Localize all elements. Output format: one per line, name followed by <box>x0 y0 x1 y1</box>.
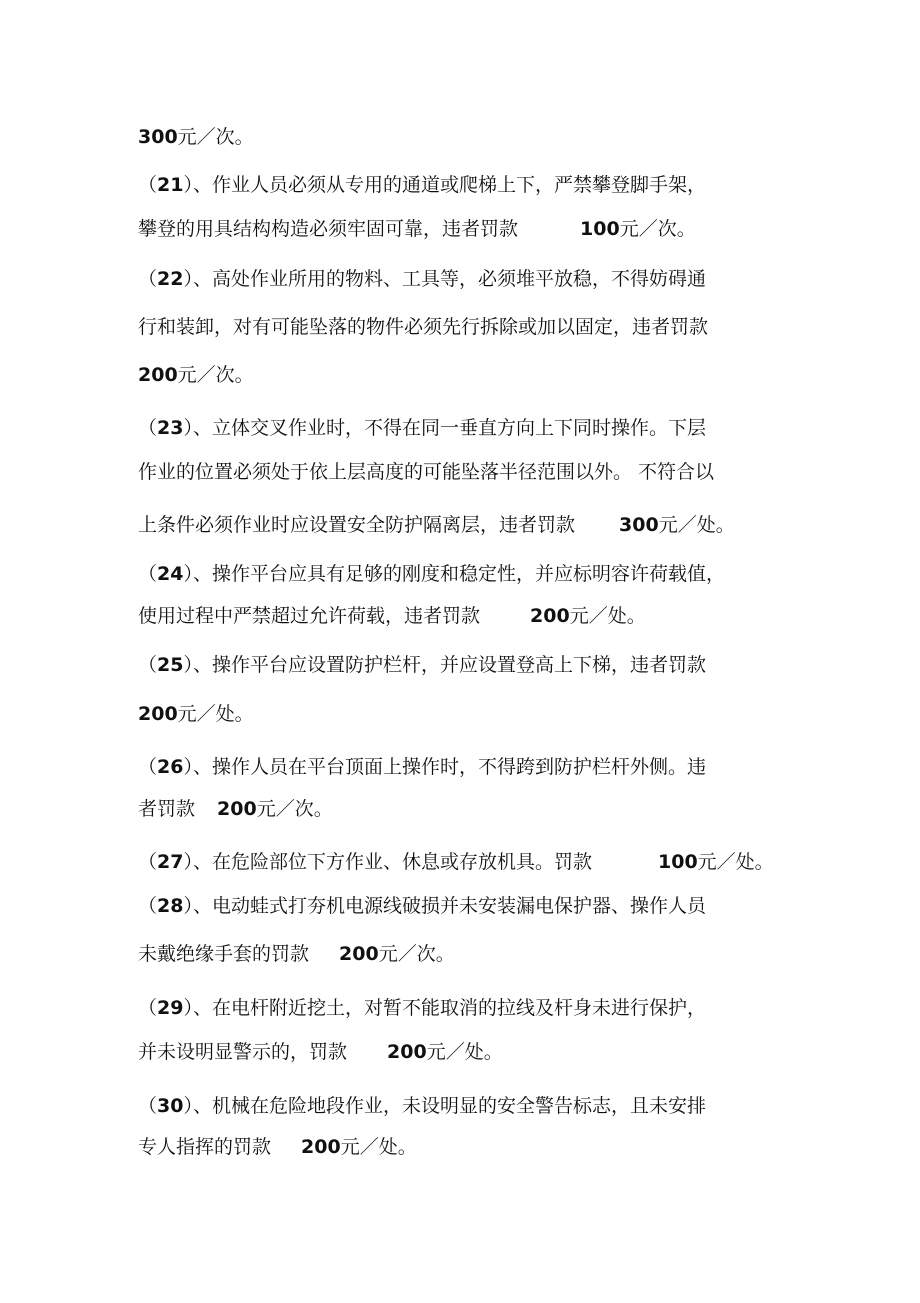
fine-amount: 200 <box>301 1136 341 1158</box>
text-line: 200元／次。 <box>138 364 254 386</box>
fine-amount: 300 <box>619 514 659 536</box>
item-number: 30 <box>157 1095 184 1117</box>
item-number: 23 <box>157 417 184 439</box>
item-29: （29）、在电杆附近挖土，对暂不能取消的拉线及杆身未进行保护， <box>138 997 706 1019</box>
item-number: 27 <box>157 851 184 873</box>
text-line: 专人指挥的罚款 200元／处。 <box>138 1136 417 1158</box>
text-line: 未戴绝缘手套的罚款 200元／次。 <box>138 943 455 965</box>
text-line: 300元／次。 <box>138 126 254 148</box>
item-30: （30）、机械在危险地段作业，未设明显的安全警告标志，且未安排 <box>138 1095 706 1117</box>
item-number: 24 <box>157 563 184 585</box>
fine-amount: 200 <box>530 605 570 627</box>
item-27: （27）、在危险部位下方作业、休息或存放机具。罚款 100元／处。 <box>138 851 774 873</box>
fine-amount: 200 <box>339 943 379 965</box>
fine-amount: 200 <box>387 1041 427 1063</box>
item-25: （25）、操作平台应设置防护栏杆，并应设置登高上下梯，违者罚款 <box>138 654 706 676</box>
text-line: 者罚款 200元／次。 <box>138 798 333 820</box>
item-28: （28）、电动蛙式打夯机电源线破损并未安装漏电保护器、操作人员 <box>138 895 706 917</box>
text-line: 作业的位置必须处于依上层高度的可能坠落半径范围以外。 不符合以 <box>138 461 715 483</box>
item-number: 22 <box>157 268 184 290</box>
text-line: 行和装卸，对有可能坠落的物件必须先行拆除或加以固定，违者罚款 <box>138 316 709 338</box>
item-22: （22）、高处作业所用的物料、工具等，必须堆平放稳，不得妨碍通 <box>138 268 706 290</box>
item-number: 25 <box>157 654 184 676</box>
item-number: 29 <box>157 997 184 1019</box>
fine-amount: 200 <box>138 364 178 386</box>
text-line: 攀登的用具结构构造必须牢固可靠，违者罚款 100元／次。 <box>138 218 696 240</box>
fine-amount: 300 <box>138 126 178 148</box>
item-23: （23）、立体交叉作业时，不得在同一垂直方向上下同时操作。下层 <box>138 417 706 439</box>
text-line: 上条件必须作业时应设置安全防护隔离层，违者罚款 300元／处。 <box>138 514 735 536</box>
fine-amount: 100 <box>658 851 698 873</box>
item-number: 26 <box>157 756 184 778</box>
fine-amount: 200 <box>138 703 178 725</box>
text-line: 并未设明显警示的，罚款 200元／处。 <box>138 1041 503 1063</box>
text-line: 200元／处。 <box>138 703 254 725</box>
fine-amount: 200 <box>217 798 257 820</box>
fine-amount: 100 <box>580 218 620 240</box>
item-26: （26）、操作人员在平台顶面上操作时，不得跨到防护栏杆外侧。违 <box>138 756 706 778</box>
item-24: （24）、操作平台应具有足够的刚度和稳定性，并应标明容许荷载值， <box>138 563 725 585</box>
item-number: 21 <box>157 174 184 196</box>
item-number: 28 <box>157 895 184 917</box>
text-line: 使用过程中严禁超过允许荷载，违者罚款 200元／处。 <box>138 605 646 627</box>
item-21: （21）、作业人员必须从专用的通道或爬梯上下，严禁攀登脚手架， <box>138 174 706 196</box>
